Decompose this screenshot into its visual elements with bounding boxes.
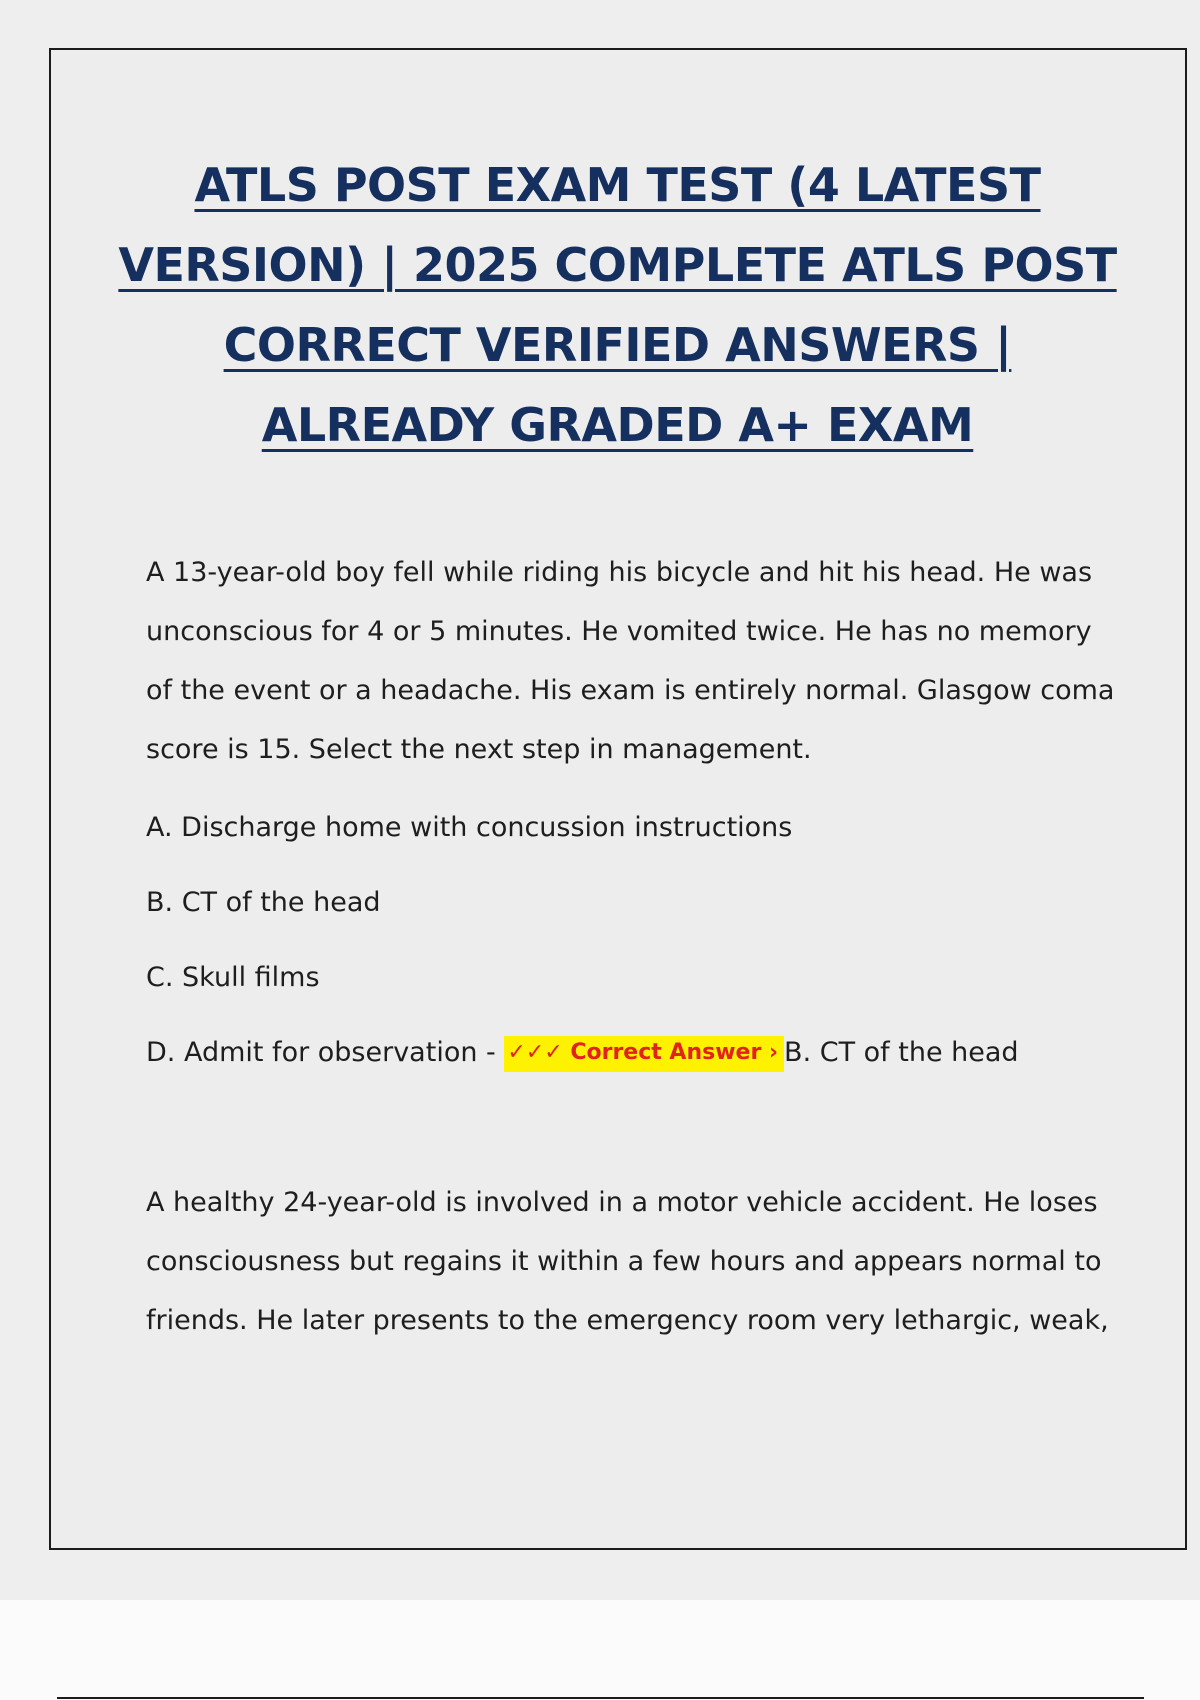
question-1-line: unconscious for 4 or 5 minutes. He vomited twice. He has no memory: [146, 616, 1092, 647]
question-1-option-d: D. Admit for observation -: [146, 1037, 496, 1068]
question-2-line: A healthy 24-year-old is involved in a motor vehicle accident. He loses: [146, 1187, 1098, 1218]
document-title: [90, 145, 1145, 465]
question-1-stem: [146, 543, 1115, 779]
question-1-line: A 13-year-old boy fell while riding his bicycle and hit his head. He was: [146, 557, 1093, 588]
question-1-option-b: B. CT of the head: [146, 887, 381, 918]
title-line-3: CORRECT VERIFIED ANSWERS |: [223, 318, 1012, 372]
question-1-line: score is 15. Select the next step in management.: [146, 734, 812, 765]
question-1-option-c: C. Skull films: [146, 962, 320, 993]
title-line-4: ALREADY GRADED A+ EXAM: [261, 398, 974, 452]
question-2-stem: [146, 1173, 1109, 1350]
question-2-line: friends. He later presents to the emergency room very lethargic, weak,: [146, 1305, 1109, 1336]
correct-answer-text: B. CT of the head: [784, 1037, 1019, 1068]
question-1-option-d-row: [146, 1033, 1019, 1073]
title-line-1: ATLS POST EXAM TEST (4 LATEST: [194, 158, 1041, 212]
page-bottom-area: [0, 1600, 1200, 1700]
question-1-option-a: A. Discharge home with concussion instructions: [146, 812, 793, 843]
page-bottom-rule: [57, 1697, 1144, 1699]
correct-answer-badge: ✓✓✓ Correct Answer ›: [504, 1036, 784, 1072]
title-line-2: VERSION) | 2025 COMPLETE ATLS POST: [118, 238, 1117, 292]
question-2-line: consciousness but regains it within a few hours and appears normal to: [146, 1246, 1102, 1277]
question-1-line: of the event or a headache. His exam is entirely normal. Glasgow coma: [146, 675, 1115, 706]
